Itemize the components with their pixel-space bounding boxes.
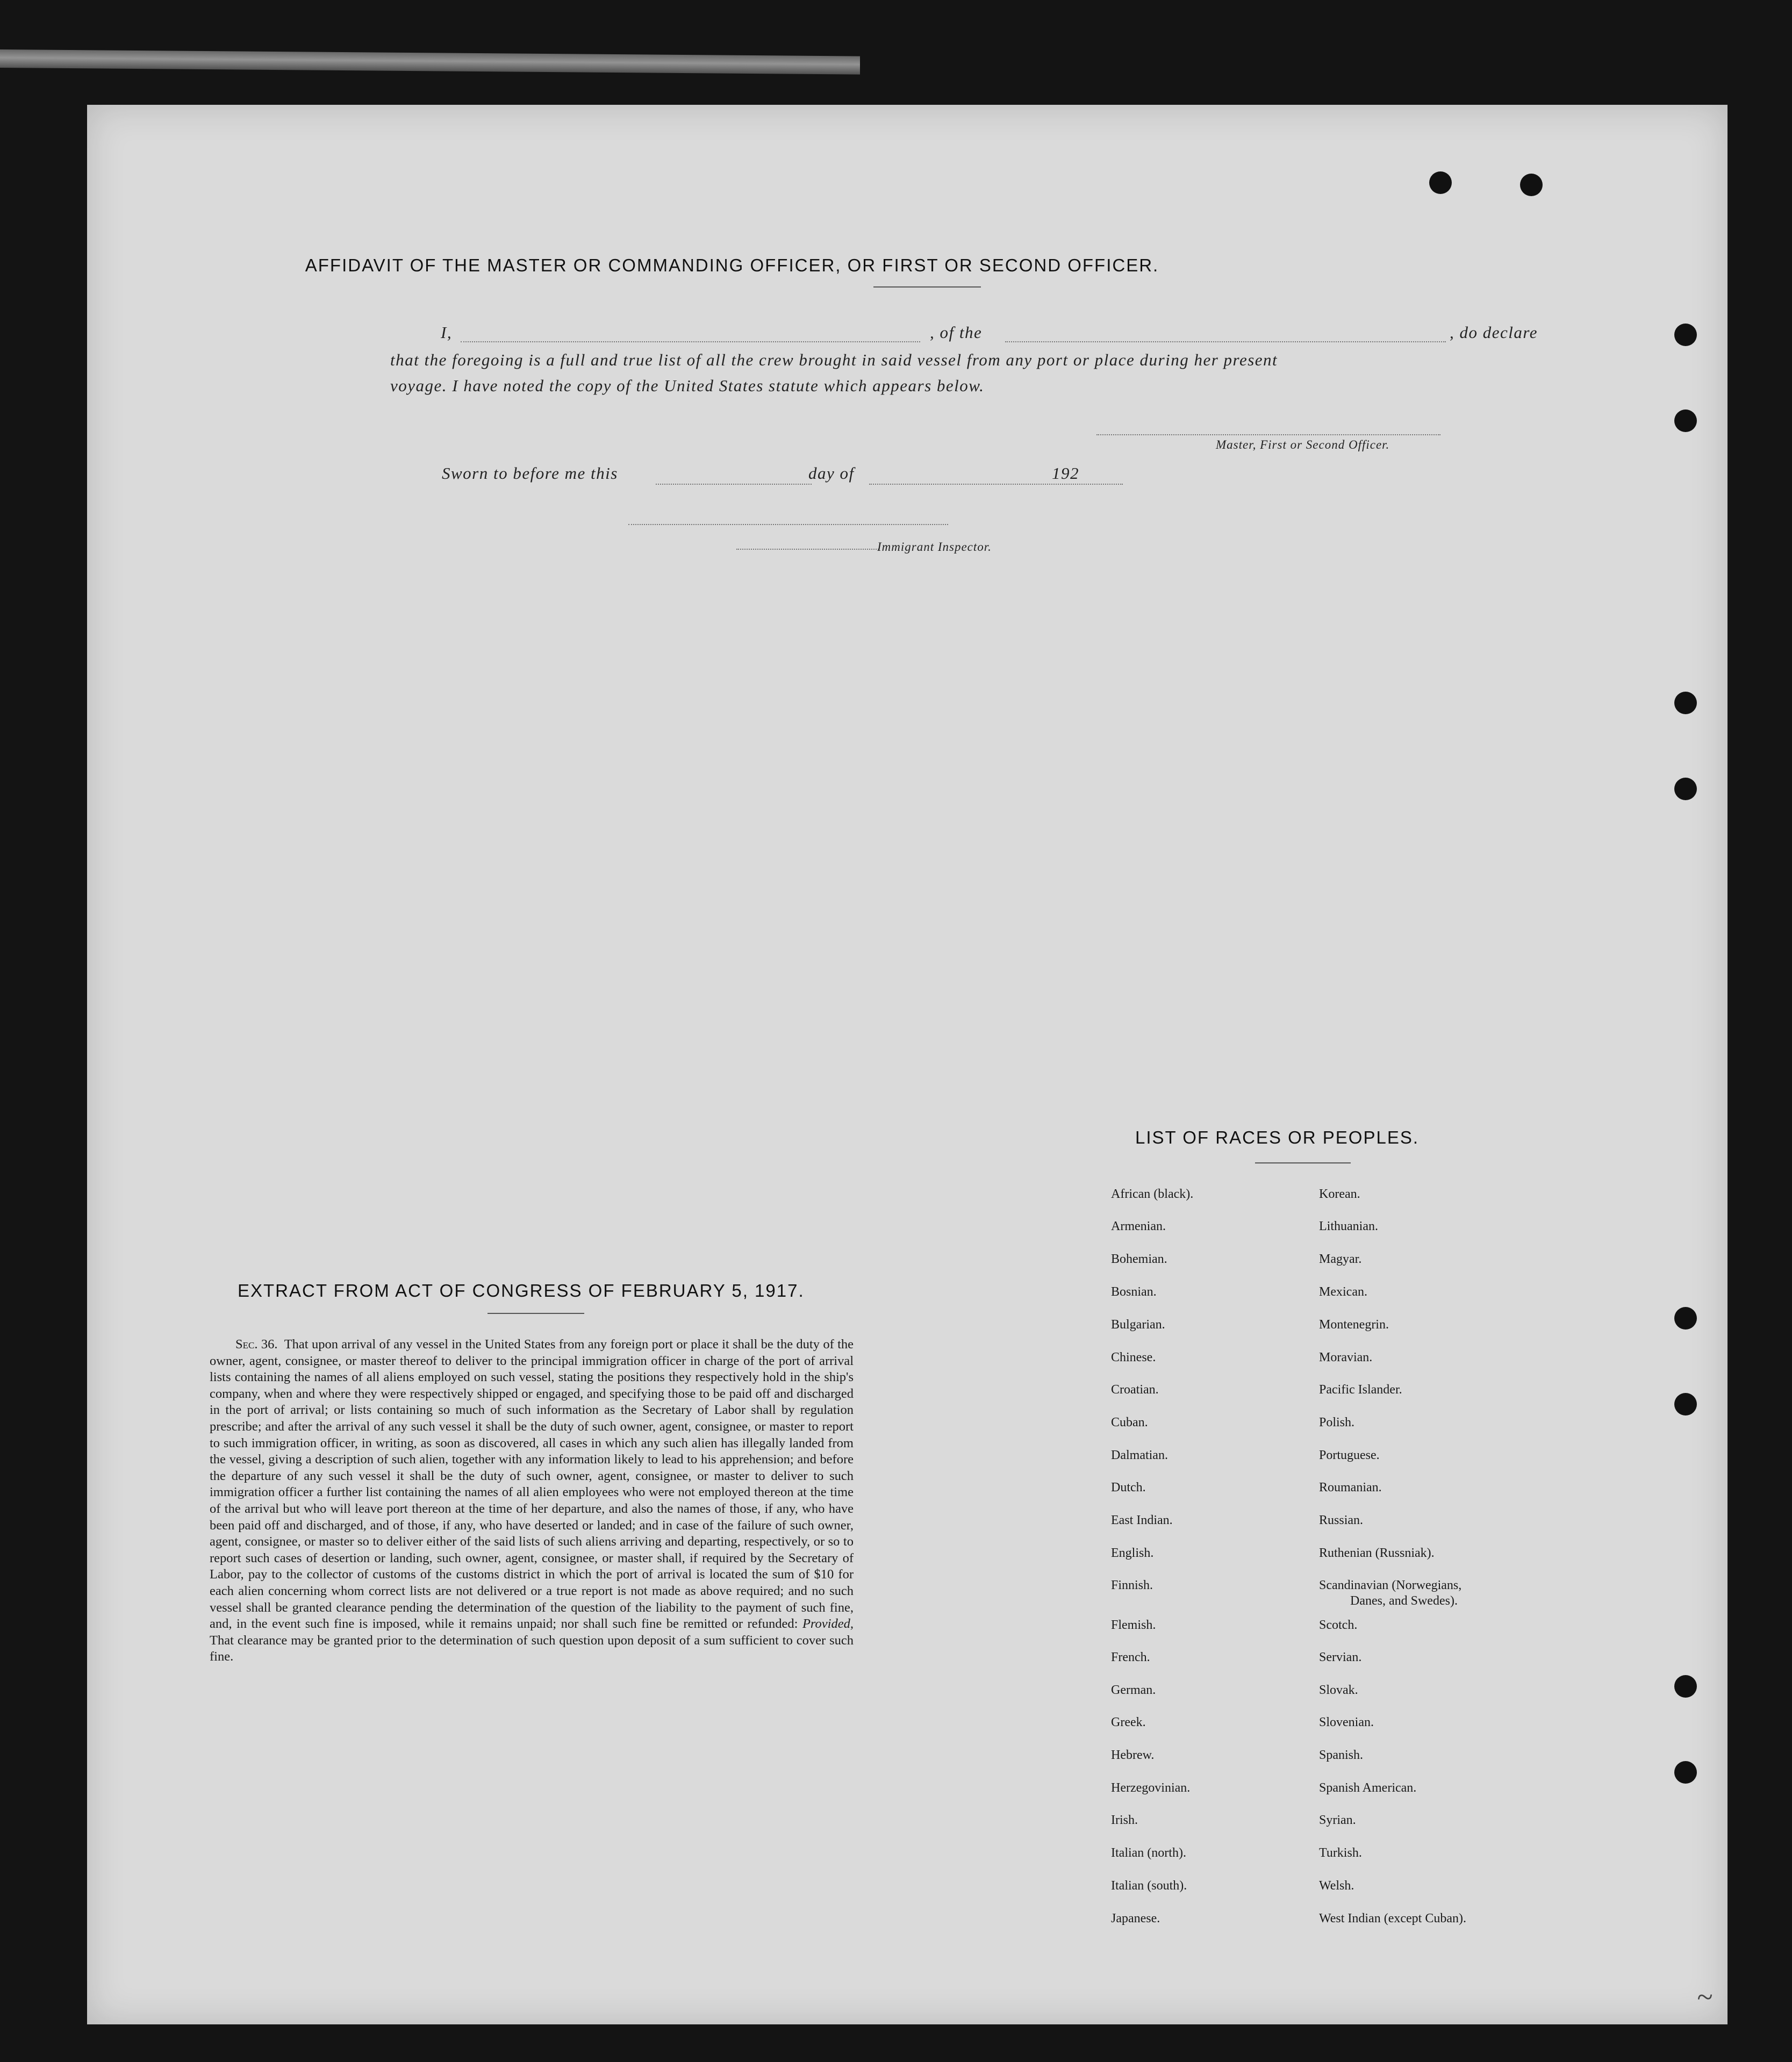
race-item: Hebrew. <box>1111 1748 1155 1762</box>
race-item: Bohemian. <box>1111 1252 1167 1266</box>
race-item: Cuban. <box>1111 1416 1148 1429</box>
punch-hole <box>1429 171 1452 194</box>
race-item: Irish. <box>1111 1813 1138 1827</box>
affidavit-of-the: , of the <box>930 323 983 342</box>
race-item: Japanese. <box>1111 1912 1160 1926</box>
race-item: Spanish. <box>1319 1748 1364 1762</box>
race-item: Finnish. <box>1111 1578 1153 1592</box>
race-item: Flemish. <box>1111 1618 1156 1632</box>
race-item: Ruthenian (Russniak). <box>1319 1546 1435 1560</box>
title-underline <box>873 286 981 288</box>
race-item: Montenegrin. <box>1319 1318 1389 1332</box>
statute-body-b: That clearance may be granted prior to the determination of such question upon deposit of a sum sufficient to cover such fine. <box>210 1633 854 1664</box>
race-item: Magyar. <box>1319 1252 1362 1266</box>
punch-hole <box>1674 1675 1697 1698</box>
inspector-caption: Immigrant Inspector. <box>877 540 992 554</box>
race-item: Roumanian. <box>1319 1481 1382 1495</box>
race-item: Mexican. <box>1319 1285 1367 1299</box>
race-item: Dalmatian. <box>1111 1448 1168 1462</box>
race-item: Turkish. <box>1319 1846 1362 1860</box>
statute-body-a: That upon arrival of any vessel in the United States from any foreign port or place it shall be the duty of the owner, agent, consignee, or master thereof to deliver to the principal immigration officer in charge of the port of arrival lists containing the names of all aliens employed on such vessel, stating the positions they respectively hold in the ship's company, when and where they were respectively shipped or engaged, and specifying those to be paid off and discharged in the port of arrival; or lists containing so much of such information as the Secretary of Labor shall by regulation prescribe; and after the arrival of any such vessel it shall be the duty of such owner, agent, consignee, or master to report to such immigration officer, in writing, as soon as discovered, all cases in which any such alien has illegally landed from the vessel, giving a description of such alien, together with any information likely to lead to his apprehension; and before the departure of any such vessel it shall be the duty of such owner, agent, consignee, or master to deliver to such immigration officer a further list containing the names of all alien employees who were not employed thereon at the time of the arrival but who will leave port thereon at the time of her departure, and also the names of those, if any, who have been paid off and discharged, and of those, if any, who have deserted or landed; and in case of the failure of such owner, agent, consignee, or master so to deliver either of the said lists of such aliens arriving and departing, respectively, or so to report such cases of desertion or landing, such owner, agent, consignee, or master shall, if required by the Secretary of Labor, pay to the collector of customs of the customs district in which the port of arrival is located the sum of $10 for each alien concerning whom correct lists are not delivered or a true report is not made as above required; and no such vessel shall be granted clearance pending the determination of the question of the liability to the payment of such fine, and, in the event such fine is imposed, while it remains unpaid; nor shall such fine be remitted or refunded: <box>210 1337 854 1632</box>
master-name-line[interactable] <box>461 341 920 342</box>
race-item: Herzegovinian. <box>1111 1781 1191 1795</box>
year-prefix: 192 <box>1052 464 1079 483</box>
race-item: Korean. <box>1319 1187 1360 1201</box>
vessel-name-line[interactable] <box>1005 341 1446 342</box>
corner-pencil-mark: ~ <box>1696 1981 1712 2013</box>
extract-underline <box>488 1313 584 1314</box>
punch-hole <box>1674 1307 1697 1330</box>
statute-paragraph <box>210 1337 854 1665</box>
race-item: Moravian. <box>1319 1350 1373 1364</box>
race-item: Scotch. <box>1319 1618 1358 1632</box>
race-item: Bulgarian. <box>1111 1318 1165 1332</box>
extract-title: EXTRACT FROM ACT OF CONGRESS OF FEBRUARY 5, 1917. <box>238 1281 805 1301</box>
race-item: French. <box>1111 1650 1150 1664</box>
race-item: African (black). <box>1111 1187 1194 1201</box>
race-item: East Indian. <box>1111 1513 1173 1527</box>
race-item: Chinese. <box>1111 1350 1156 1364</box>
race-item: Slovenian. <box>1319 1715 1374 1729</box>
race-item: English. <box>1111 1546 1154 1560</box>
punch-hole <box>1674 1393 1697 1416</box>
signer-caption: Master, First or Second Officer. <box>1216 438 1390 451</box>
race-item: Bosnian. <box>1111 1285 1157 1299</box>
race-item: Servian. <box>1319 1650 1362 1664</box>
punch-hole <box>1674 409 1697 432</box>
affidavit-line-2: that the foregoing is a full and true list of all the crew brought in said vessel from any port or place during her present <box>390 350 1278 369</box>
punch-hole <box>1674 1761 1697 1784</box>
race-item: Portuguese. <box>1319 1448 1380 1462</box>
affidavit-title: AFFIDAVIT OF THE MASTER OR COMMANDING OFFICER, OR FIRST OR SECOND OFFICER. <box>305 255 1159 275</box>
race-item: Lithuanian. <box>1319 1219 1378 1233</box>
race-item: Dutch. <box>1111 1481 1146 1495</box>
race-item: Italian (north). <box>1111 1846 1186 1860</box>
race-item: Italian (south). <box>1111 1879 1187 1893</box>
race-item: Polish. <box>1319 1416 1355 1429</box>
race-item: Slovak. <box>1319 1683 1358 1697</box>
sworn-day-line[interactable] <box>656 484 812 485</box>
race-item: German. <box>1111 1683 1156 1697</box>
races-title: LIST OF RACES OR PEOPLES. <box>1135 1127 1420 1147</box>
form-sheet <box>87 105 1728 2024</box>
sworn-label: Sworn to before me this <box>442 464 618 483</box>
punch-hole <box>1674 778 1697 800</box>
race-item: Pacific Islander. <box>1319 1383 1402 1397</box>
day-of-label: day of <box>808 464 855 483</box>
race-item: West Indian (except Cuban). <box>1319 1912 1466 1926</box>
race-item: Russian. <box>1319 1513 1364 1527</box>
punch-hole <box>1520 174 1543 196</box>
race-item: Armenian. <box>1111 1219 1166 1233</box>
section-label: Sec. 36. <box>235 1337 278 1352</box>
affidavit-line-3: voyage. I have noted the copy of the United States statute which appears below. <box>390 376 985 395</box>
race-item: Scandinavian (Norwegians, <box>1319 1578 1462 1592</box>
scan-edge <box>0 49 860 75</box>
race-item-continuation: Danes, and Swedes). <box>1350 1594 1458 1608</box>
race-item: Spanish American. <box>1319 1781 1417 1795</box>
races-underline <box>1255 1162 1351 1163</box>
officer-signature-line[interactable] <box>1096 434 1440 435</box>
inspector-caption-lead <box>736 549 879 550</box>
race-item: Welsh. <box>1319 1879 1354 1893</box>
punch-hole <box>1674 324 1697 346</box>
affidavit-i-label: I, <box>441 323 453 342</box>
race-item: Greek. <box>1111 1715 1146 1729</box>
provided-word: Provided, <box>802 1616 854 1632</box>
affidavit-do-declare: , do declare <box>1450 323 1538 342</box>
inspector-signature-line[interactable] <box>628 524 948 525</box>
sworn-month-line[interactable] <box>869 484 1123 485</box>
punch-hole <box>1674 692 1697 714</box>
race-item: Syrian. <box>1319 1813 1356 1827</box>
race-item: Croatian. <box>1111 1383 1159 1397</box>
